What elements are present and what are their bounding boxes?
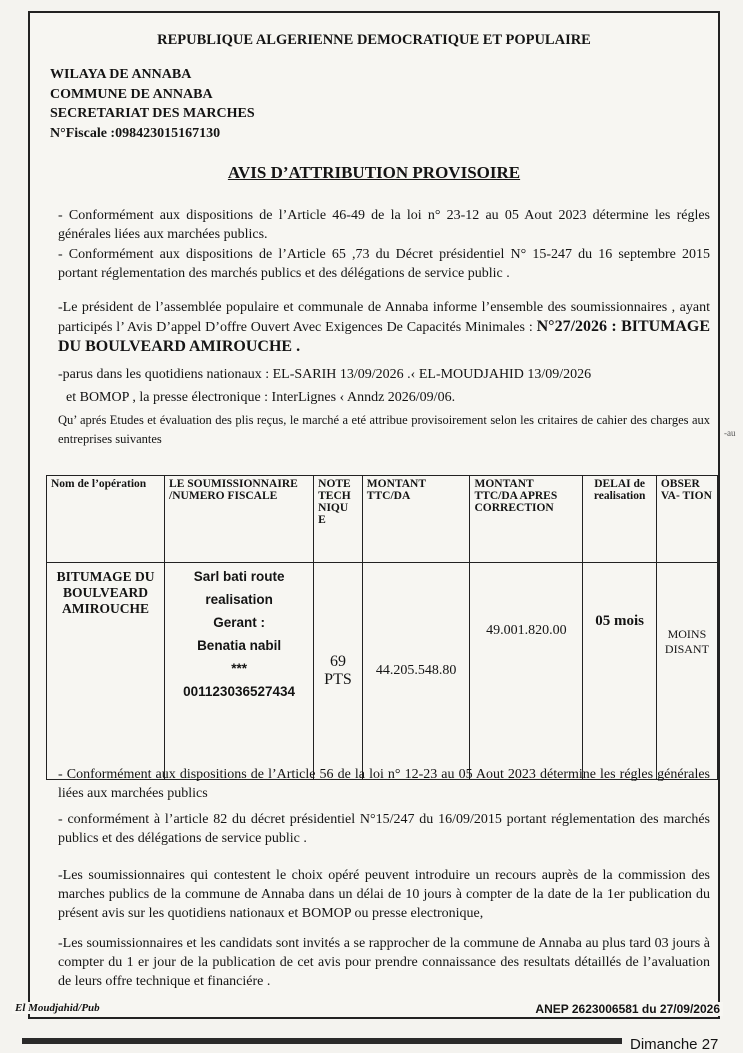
col-operation: Nom de l’opération <box>47 476 165 563</box>
paragraph-bomop: et BOMOP , la presse électronique : InterLignes ‹ Anndz 2026/09/06. <box>66 390 456 405</box>
publisher-credit: El Moudjahid/Pub <box>12 1002 103 1014</box>
page-date-fragment: Dimanche 27 <box>630 1036 719 1053</box>
commune-line: COMMUNE DE ANNABA <box>50 86 213 102</box>
cell-montant: 44.205.548.80 <box>362 563 470 780</box>
soum-line: Benatia nabil <box>197 638 282 653</box>
side-text-fragment: -au <box>724 428 736 438</box>
col-soumissionnaire: LE SOUMISSIONNAIRE /NUMERO FISCALE <box>165 476 314 563</box>
col-observation: OBSER VA- TION <box>656 476 717 563</box>
cell-operation: BITUMAGE DU BOULVEARD AMIROUCHE <box>47 563 165 780</box>
paragraph-article-56: - Conformément aux dispositions de l’Article 56 de la loi n° 12-23 au 05 Aout 2023 détermine les régles générales liées aux marchées publics <box>58 767 710 801</box>
cell-soumissionnaire <box>165 563 314 780</box>
attribution-table <box>46 475 718 780</box>
paragraph-president <box>58 298 710 357</box>
cell-delai: 05 mois <box>583 563 657 780</box>
cell-note: 69 PTS <box>314 563 363 780</box>
table-row <box>47 563 718 780</box>
paragraph-evaluation: Qu’ aprés Etudes et évaluation des plis reçus, le marché a eté attribue provisoirement selon les critaires de cahier des charges aux entreprises suivantes <box>58 413 710 446</box>
cell-montant-correction: 49.001.820.00 <box>470 563 583 780</box>
table-header-row <box>47 476 718 563</box>
paragraph-article-65: - Conformément aux dispositions de l’Article 65 ,73 du Décret présidentiel N° 15-247 du 16 septembre 2015 portant réglementation des marchés publics et des délégations de service public . <box>58 247 710 281</box>
col-montant-correction: MONTANT TTC/DA APRES CORRECTION <box>470 476 583 563</box>
republique-heading: REPUBLIQUE ALGERIENNE DEMOCRATIQUE ET POPULAIRE <box>157 32 591 48</box>
col-delai: DELAI de realisation <box>583 476 657 563</box>
notice-frame <box>28 11 720 1019</box>
paragraph-rapprocher: -Les soumissionnaires et les candidats sont invités a se rapprocher de la commune de Annaba au plus tard 03 jours à compter du 1 er jour de la publication de cet avis pour prendre connaissance des resultats détaillés de l’avaluation de leurs offre technique et financiére . <box>58 936 710 989</box>
issuer-block <box>50 65 255 143</box>
president-text: -Le président de l’assemblée populaire et communale de Annaba informe l’ensemble des soumissionnaires , ayant participés l’ Avis D’appel D’offre Ouvert Avec Exigences De Capacités Minimales : <box>58 300 710 335</box>
soum-line: Sarl bati route <box>193 569 285 584</box>
wilaya-line: WILAYA DE ANNABA <box>50 67 192 82</box>
notice-title: AVIS D’ATTRIBUTION PROVISOIRE <box>227 163 521 182</box>
paragraph-newspapers: -parus dans les quotidiens nationaux : EL-SARIH 13/09/2026 .‹ EL-MOUDJAHID 13/09/2026 <box>58 367 592 382</box>
col-note: NOTE TECH NIQU E <box>314 476 363 563</box>
col-montant: MONTANT TTC/DA <box>362 476 470 563</box>
page-divider <box>22 1038 622 1044</box>
tender-reference: N°27/2026 : BITUMAGE DU BOULVEARD AMIROUCHE . <box>58 318 711 355</box>
secretariat-line: SECRETARIAT DES MARCHES <box>50 106 255 121</box>
soum-line: Gerant : <box>213 615 265 630</box>
soum-line: *** <box>231 661 247 676</box>
paragraph-article-46: - Conformément aux dispositions de l’Article 46-49 de la loi n° 23-12 au 05 Aout 2023 détermine les régles générales liées aux marchées publics. <box>58 208 710 242</box>
soum-fiscal: 001123036527434 <box>183 684 296 699</box>
paragraph-article-82: - conformément à l’article 82 du décret présidentiel N°15/247 du 16/09/2015 portant réglementation des marchés publics et des délégations de service public . <box>58 812 710 846</box>
fiscal-number-line: N°Fiscale :098423015167130 <box>50 125 221 141</box>
soum-line: realisation <box>205 592 273 607</box>
anep-reference: ANEP 2623006581 du 27/09/2026 <box>532 1002 723 1016</box>
cell-observation: MOINS DISANT <box>656 563 717 780</box>
paragraph-recours: -Les soumissionnaires qui contestent le choix opéré peuvent introduire un recours auprès de la commission des marches publics de la commune de Annaba dans un délai de 10 jours à compter de la date de la 1er publication du présent avis sur les quotidiens nationaux et BOMOP ou presse electronique, <box>58 868 710 921</box>
